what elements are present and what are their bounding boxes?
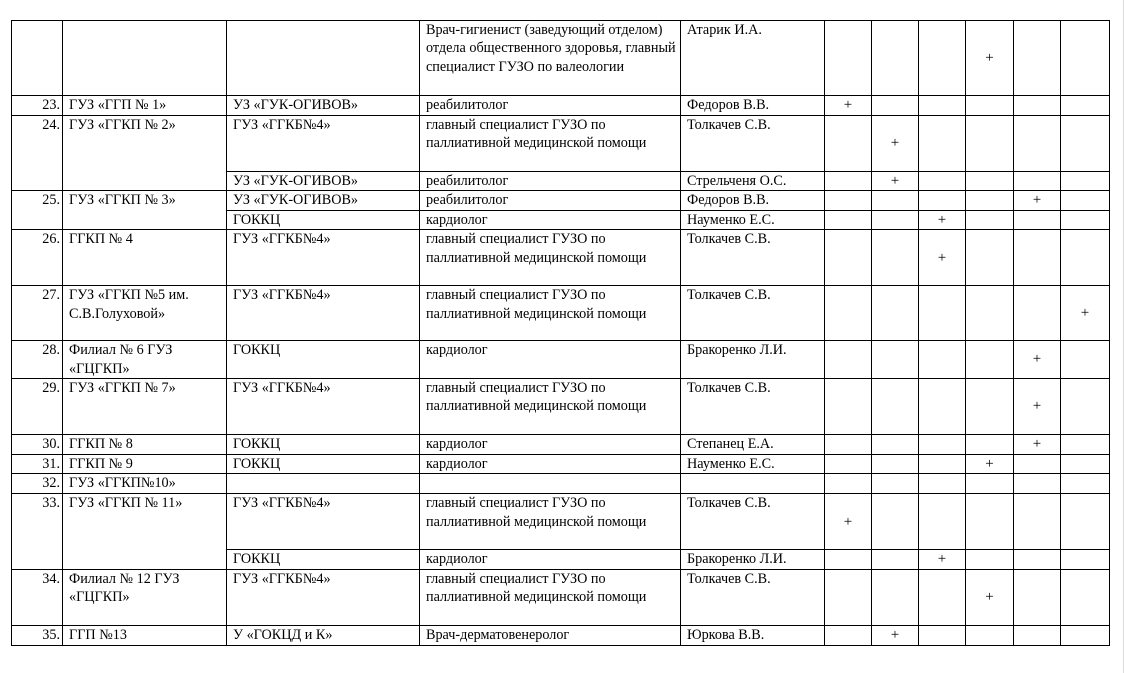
table-row <box>12 569 1110 625</box>
schedule-mark-cell <box>1061 341 1110 379</box>
specialist-name-cell <box>681 474 825 494</box>
schedule-mark-cell <box>966 230 1014 286</box>
specialist-name-cell: Толкачев С.В. <box>681 116 825 172</box>
consultant-institution-cell: ГУЗ «ГГКБ№4» <box>227 494 420 550</box>
plus-mark: + <box>985 589 994 606</box>
schedule-mark-cell <box>919 230 966 286</box>
plus-mark: + <box>1080 305 1090 322</box>
schedule-mark-cell <box>919 569 966 625</box>
table-row <box>12 21 1110 96</box>
specialist-name-cell: Юркова В.В. <box>681 625 825 645</box>
schedule-mark-cell <box>872 96 919 116</box>
schedule-mark-cell <box>966 474 1014 494</box>
table-row <box>12 116 1110 172</box>
schedule-mark-cell <box>872 191 919 210</box>
plus-mark: + <box>1032 436 1042 453</box>
schedule-mark-cell <box>919 379 966 435</box>
schedule-mark-cell <box>1014 435 1061 455</box>
table-row <box>12 230 1110 286</box>
schedule-mark-cell <box>825 286 872 341</box>
consultant-institution-cell <box>227 21 420 96</box>
specialty-cell: главный специалист ГУЗО по паллиативной медицинской помощи <box>420 494 681 550</box>
schedule-mark-cell <box>966 116 1014 172</box>
schedule-mark-cell <box>872 625 919 645</box>
schedule-mark-cell <box>1014 569 1061 625</box>
organization-cell: ГГКП № 9 <box>63 455 227 474</box>
schedule-mark-cell <box>919 116 966 172</box>
schedule-mark-cell <box>1061 435 1110 455</box>
specialty-cell: главный специалист ГУЗО по паллиативной медицинской помощи <box>420 379 681 435</box>
schedule-mark-cell <box>1061 455 1110 474</box>
specialty-cell: кардиолог <box>420 435 681 455</box>
consultant-institution-cell: УЗ «ГУК-ОГИВОВ» <box>227 172 420 191</box>
organization-cell: ГУЗ «ГГП № 1» <box>63 96 227 116</box>
plus-mark: + <box>1032 192 1042 209</box>
consultant-institution-cell: ГОККЦ <box>227 550 420 569</box>
specialist-name-cell: Толкачев С.В. <box>681 379 825 435</box>
schedule-mark-cell <box>1014 191 1061 210</box>
organization-cell <box>63 21 227 96</box>
specialty-cell: главный специалист ГУЗО по паллиативной медицинской помощи <box>420 230 681 286</box>
schedule-mark-cell <box>872 455 919 474</box>
schedule-mark-cell <box>825 191 872 210</box>
schedule-mark-cell <box>872 172 919 191</box>
consultant-institution-cell: ГОККЦ <box>227 210 420 229</box>
schedule-mark-cell <box>1061 569 1110 625</box>
row-number-cell: 24. <box>12 116 63 191</box>
schedule-mark-cell <box>1014 286 1061 341</box>
specialist-name-cell: Толкачев С.В. <box>681 286 825 341</box>
specialty-cell: Врач-дерматовенеролог <box>420 625 681 645</box>
organization-cell: ГУЗ «ГГКП № 2» <box>63 116 227 191</box>
schedule-mark-cell <box>919 494 966 550</box>
schedule-mark-cell <box>966 191 1014 210</box>
schedule-mark-cell <box>825 96 872 116</box>
page-edge <box>1123 0 1124 673</box>
specialist-name-cell: Толкачев С.В. <box>681 230 825 286</box>
schedule-mark-cell <box>1061 474 1110 494</box>
schedule-mark-cell <box>872 379 919 435</box>
schedule-mark-cell <box>872 116 919 172</box>
consultant-institution-cell: У «ГОКЦД и К» <box>227 625 420 645</box>
plus-mark: + <box>937 551 947 568</box>
specialty-cell: главный специалист ГУЗО по паллиативной медицинской помощи <box>420 116 681 172</box>
consultant-institution-cell <box>227 474 420 494</box>
schedule-mark-cell <box>1061 172 1110 191</box>
schedule-mark-cell <box>1061 210 1110 229</box>
schedule-mark-cell <box>1014 494 1061 550</box>
organization-cell: ГГКП № 8 <box>63 435 227 455</box>
plus-mark: + <box>937 211 947 228</box>
schedule-mark-cell <box>919 21 966 96</box>
row-number-cell: 34. <box>12 569 63 625</box>
schedule-mark-cell <box>1061 230 1110 286</box>
table-row <box>12 96 1110 116</box>
consultant-institution-cell: ГОККЦ <box>227 435 420 455</box>
schedule-mark-cell <box>966 455 1014 474</box>
plus-mark: + <box>890 627 900 644</box>
organization-cell: ГУЗ «ГГКП № 11» <box>63 494 227 569</box>
specialty-cell: реабилитолог <box>420 96 681 116</box>
schedule-mark-cell <box>825 172 872 191</box>
schedule-mark-cell <box>1061 21 1110 96</box>
specialty-cell: Врач-гигиенист (заведующий отделом) отдела общественного здоровья, главный специалист ГУЗО по валеологии <box>420 21 681 96</box>
table-row <box>12 341 1110 379</box>
specialty-cell: главный специалист ГУЗО по паллиативной медицинской помощи <box>420 569 681 625</box>
table-row <box>12 474 1110 494</box>
table-row <box>12 625 1110 645</box>
row-number-cell: 23. <box>12 96 63 116</box>
specialist-name-cell: Бракоренко Л.И. <box>681 550 825 569</box>
organization-cell: ГУЗ «ГГКП № 3» <box>63 191 227 230</box>
specialist-name-cell: Толкачев С.В. <box>681 569 825 625</box>
schedule-mark-cell <box>872 550 919 569</box>
schedule-mark-cell <box>825 341 872 379</box>
schedule-mark-cell <box>1014 116 1061 172</box>
schedule-mark-cell <box>966 569 1014 625</box>
row-number-cell: 28. <box>12 341 63 379</box>
specialist-name-cell: Бракоренко Л.И. <box>681 341 825 379</box>
schedule-mark-cell <box>919 191 966 210</box>
schedule-mark-cell <box>919 341 966 379</box>
schedule-mark-cell <box>1061 116 1110 172</box>
row-number-cell: 27. <box>12 286 63 341</box>
schedule-mark-cell <box>966 435 1014 455</box>
schedule-mark-cell <box>966 379 1014 435</box>
row-number-cell: 32. <box>12 474 63 494</box>
schedule-table <box>11 20 1110 646</box>
schedule-mark-cell <box>825 116 872 172</box>
table-row <box>12 191 1110 210</box>
specialty-cell <box>420 474 681 494</box>
schedule-mark-cell <box>919 550 966 569</box>
specialist-name-cell: Толкачев С.В. <box>681 494 825 550</box>
schedule-mark-cell <box>825 230 872 286</box>
schedule-mark-cell <box>966 625 1014 645</box>
schedule-mark-cell <box>1014 379 1061 435</box>
specialty-cell: кардиолог <box>420 550 681 569</box>
schedule-mark-cell <box>825 435 872 455</box>
schedule-mark-cell <box>1014 550 1061 569</box>
specialty-cell: кардиолог <box>420 210 681 229</box>
specialist-name-cell: Науменко Е.С. <box>681 455 825 474</box>
table-row <box>12 379 1110 435</box>
schedule-mark-cell <box>825 455 872 474</box>
plus-mark: + <box>1032 398 1042 415</box>
schedule-mark-cell <box>919 435 966 455</box>
schedule-mark-cell <box>825 379 872 435</box>
organization-cell: Филиал № 12 ГУЗ «ГЦГКП» <box>63 569 227 625</box>
schedule-mark-cell <box>966 210 1014 229</box>
organization-cell: ГУЗ «ГГКП № 7» <box>63 379 227 435</box>
schedule-mark-cell <box>872 494 919 550</box>
schedule-mark-cell <box>1014 96 1061 116</box>
schedule-mark-cell <box>872 569 919 625</box>
schedule-mark-cell <box>825 625 872 645</box>
consultant-institution-cell: ГУЗ «ГГКБ№4» <box>227 116 420 172</box>
plus-mark: + <box>985 456 994 473</box>
schedule-mark-cell <box>825 550 872 569</box>
row-number-cell: 33. <box>12 494 63 569</box>
specialist-name-cell: Федоров В.В. <box>681 191 825 210</box>
consultant-institution-cell: ГУЗ «ГГКБ№4» <box>227 230 420 286</box>
specialty-cell: реабилитолог <box>420 191 681 210</box>
consultant-institution-cell: ГУЗ «ГГКБ№4» <box>227 569 420 625</box>
schedule-mark-cell <box>1014 21 1061 96</box>
row-number-cell: 26. <box>12 230 63 286</box>
schedule-mark-cell <box>966 341 1014 379</box>
schedule-mark-cell <box>966 550 1014 569</box>
organization-cell: ГГП №13 <box>63 625 227 645</box>
plus-mark: + <box>843 513 853 530</box>
schedule-mark-cell <box>1014 474 1061 494</box>
schedule-mark-cell <box>825 474 872 494</box>
plus-mark: + <box>937 249 947 266</box>
row-number-cell: 31. <box>12 455 63 474</box>
table-row <box>12 494 1110 550</box>
schedule-mark-cell <box>872 474 919 494</box>
consultant-institution-cell: ГОККЦ <box>227 341 420 379</box>
schedule-mark-cell <box>919 286 966 341</box>
schedule-mark-cell <box>966 21 1014 96</box>
row-number-cell: 35. <box>12 625 63 645</box>
row-number-cell: 25. <box>12 191 63 230</box>
organization-cell: ГУЗ «ГГКП№10» <box>63 474 227 494</box>
specialty-cell: кардиолог <box>420 455 681 474</box>
schedule-mark-cell <box>1014 341 1061 379</box>
table-body <box>12 21 1110 646</box>
schedule-mark-cell <box>966 494 1014 550</box>
schedule-mark-cell <box>919 96 966 116</box>
schedule-mark-cell <box>825 210 872 229</box>
schedule-mark-cell <box>872 210 919 229</box>
schedule-mark-cell <box>872 21 919 96</box>
schedule-mark-cell <box>919 625 966 645</box>
consultant-institution-cell: УЗ «ГУК-ОГИВОВ» <box>227 191 420 210</box>
schedule-mark-cell <box>1014 210 1061 229</box>
schedule-mark-cell <box>1014 230 1061 286</box>
schedule-mark-cell <box>919 210 966 229</box>
organization-cell: Филиал № 6 ГУЗ «ГЦГКП» <box>63 341 227 379</box>
specialist-name-cell: Стрельченя О.С. <box>681 172 825 191</box>
schedule-mark-cell <box>1014 625 1061 645</box>
specialty-cell: реабилитолог <box>420 172 681 191</box>
organization-cell: ГУЗ «ГГКП №5 им. С.В.Голуховой» <box>63 286 227 341</box>
schedule-mark-cell <box>1061 191 1110 210</box>
schedule-mark-cell <box>966 96 1014 116</box>
specialty-cell: главный специалист ГУЗО по паллиативной медицинской помощи <box>420 286 681 341</box>
consultant-institution-cell: УЗ «ГУК-ОГИВОВ» <box>227 96 420 116</box>
schedule-mark-cell <box>919 474 966 494</box>
plus-mark: + <box>985 49 994 66</box>
schedule-mark-cell <box>919 455 966 474</box>
schedule-mark-cell <box>1061 96 1110 116</box>
row-number-cell <box>12 21 63 96</box>
schedule-mark-cell <box>825 569 872 625</box>
plus-mark: + <box>890 173 900 189</box>
specialist-name-cell: Степанец Е.А. <box>681 435 825 455</box>
schedule-mark-cell <box>1061 550 1110 569</box>
schedule-mark-cell <box>872 230 919 286</box>
row-number-cell: 29. <box>12 379 63 435</box>
schedule-mark-cell <box>966 286 1014 341</box>
specialist-name-cell: Федоров В.В. <box>681 96 825 116</box>
table-row <box>12 455 1110 474</box>
schedule-mark-cell <box>872 286 919 341</box>
plus-mark: + <box>890 135 900 152</box>
schedule-mark-cell <box>872 341 919 379</box>
schedule-mark-cell <box>872 435 919 455</box>
plus-mark: + <box>1032 351 1042 368</box>
schedule-mark-cell <box>825 21 872 96</box>
consultant-institution-cell: ГУЗ «ГГКБ№4» <box>227 286 420 341</box>
schedule-mark-cell <box>1061 286 1110 341</box>
schedule-mark-cell <box>966 172 1014 191</box>
schedule-mark-cell <box>1014 172 1061 191</box>
schedule-mark-cell <box>1061 494 1110 550</box>
specialist-name-cell: Науменко Е.С. <box>681 210 825 229</box>
schedule-mark-cell <box>919 172 966 191</box>
specialist-name-cell: Атарик И.А. <box>681 21 825 96</box>
table-row <box>12 286 1110 341</box>
consultant-institution-cell: ГОККЦ <box>227 455 420 474</box>
row-number-cell: 30. <box>12 435 63 455</box>
schedule-mark-cell <box>1014 455 1061 474</box>
table-row <box>12 435 1110 455</box>
schedule-mark-cell <box>1061 625 1110 645</box>
schedule-mark-cell <box>825 494 872 550</box>
schedule-mark-cell <box>1061 379 1110 435</box>
specialty-cell: кардиолог <box>420 341 681 379</box>
consultant-institution-cell: ГУЗ «ГГКБ№4» <box>227 379 420 435</box>
plus-mark: + <box>843 97 853 114</box>
organization-cell: ГГКП № 4 <box>63 230 227 286</box>
